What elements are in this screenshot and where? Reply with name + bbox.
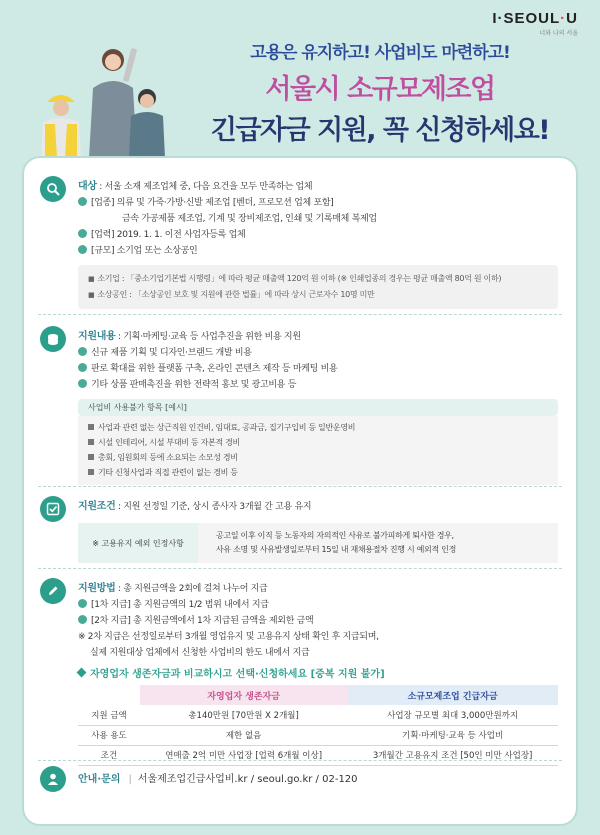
target-heading: 대상 : 서울 소재 제조업체 중, 다음 요건을 모두 만족하는 업체	[78, 181, 313, 192]
target-item: [업종] 의류 및 가죽·가방·신발 제조업 [벤더, 프로모션 업체 포함]	[78, 195, 558, 211]
content-item: 판로 확대를 위한 플랫폼 구축, 온라인 콘텐츠 제작 등 마케팅 비용	[78, 361, 558, 377]
target-item: [업력] 2019. 1. 1. 이전 사업자등록 업체	[78, 227, 558, 243]
target-notes	[78, 265, 558, 309]
exclusion-item: 총회, 임원회의 등에 소요되는 소모성 경비	[88, 450, 548, 465]
table-row: 조건 연매출 2억 미만 사업장 [업력 6개월 이상] 3개월간 고용유지 조건 [50인 미만 사업장]	[78, 745, 558, 765]
bullet-icon	[78, 229, 87, 238]
content-heading: 지원내용 : 기획·마케팅·교육 등 사업추진을 위한 비용 지원	[78, 331, 301, 342]
col-header-survival-fund: 자영업자 생존자금	[140, 685, 347, 705]
exclusion-list	[78, 416, 558, 485]
col-header-emergency-fund: 소규모제조업 긴급자금	[347, 685, 558, 705]
table-row: 지원 금액 총140만원 [70만원 X 2개월] 사업장 규모별 최대 3,000만원까지	[78, 705, 558, 725]
diamond-icon	[77, 668, 87, 678]
bullet-icon	[78, 363, 87, 372]
method-note: 실제 지원대상 업체에서 신청한 사업비의 한도 내에서 지급	[90, 648, 310, 658]
table-row: 사용 용도 제한 없음 기획·마케팅·교육 등 사업비	[78, 725, 558, 745]
note-line: ■ 소기업 : 「중소기업기본법 시행령」에 따라 평균 매출액 120억 원 이하 (※ 인쇄업종의 경우는 평균 매출액 80억 원 이하)	[88, 274, 502, 283]
coins-icon	[40, 326, 66, 352]
divider	[38, 760, 562, 761]
pencil-icon	[40, 578, 66, 604]
divider	[38, 314, 562, 315]
headline	[185, 38, 575, 147]
bullet-icon	[78, 197, 87, 206]
headline-line-1: 고용은 유지하고! 사업비도 마련하고!	[250, 43, 510, 63]
headline-line-2: 서울시 소규모제조업	[265, 74, 495, 105]
condition-heading: 지원조건 : 지원 선정일 기준, 상시 종사자 3개월 간 고용 유지	[78, 501, 312, 512]
condition-exception-label: ※ 고용유지 예외 인정사항	[78, 523, 198, 563]
logo-slogan: 너와 나의 서울	[539, 30, 578, 37]
condition-exception-box	[78, 523, 558, 563]
exclusion-title: 사업비 사용불가 항목 [예시]	[78, 399, 558, 416]
target-item: [규모] 소기업 또는 소상공인	[78, 243, 558, 259]
target-item-cont: 금속 가공제품 제조업, 기계 및 장비제조업, 인쇄 및 기록매체 복제업	[122, 214, 377, 224]
comparison-title: 자영업자 생존자금과 비교하시고 선택·신청하세요 [중복 지원 불가]	[78, 665, 558, 680]
method-item: [2차 지급] 총 지원금액에서 1차 지급된 금액을 제외한 금액	[78, 613, 558, 629]
exclusion-item: 시설 인테리어, 시설 부대비 등 자본적 경비	[88, 435, 548, 450]
logo-mark: I·SEOUL·U	[492, 10, 578, 27]
note-line: ■ 소상공인 : 「소상공인 보호 및 지원에 관한 법률」에 따라 상시 근로자수 10명 미만	[88, 290, 375, 299]
hero-banner	[0, 0, 600, 155]
method-heading: 지원방법 : 총 지원금액을 2회에 걸쳐 나누어 지급	[78, 583, 268, 594]
method-note: ※ 2차 지급은 선정일로부터 3개월 영업유지 및 고용유지 상태 확인 후 지급되며,	[78, 632, 379, 642]
content-item: 신규 제품 기획 및 디자인·브랜드 개발 비용	[78, 345, 558, 361]
search-icon	[40, 176, 66, 202]
divider	[38, 568, 562, 569]
exclusion-item: 기타 신청사업과 직접 관련이 없는 경비 등	[88, 465, 548, 480]
workers-illustration	[35, 40, 170, 158]
method-item: [1차 지급] 총 지원금액의 1/2 범위 내에서 지급	[78, 597, 558, 613]
info-card	[22, 156, 578, 826]
checkbox-icon	[40, 496, 66, 522]
content-item: 기타 상품 판매촉진을 위한 전략적 홍보 및 광고비용 등	[78, 377, 558, 393]
contact-info: 서울제조업긴급사업비.kr / seoul.go.kr / 02-120	[137, 774, 358, 785]
contact-line: 안내·문의 | 서울제조업긴급사업비.kr / seoul.go.kr / 02-120	[78, 774, 358, 785]
exclusion-item: 사업과 관련 없는 상근직원 인건비, 임대료, 공과금, 집기구입비 등 일반운영비	[88, 420, 548, 435]
bullet-icon	[78, 347, 87, 356]
bullet-icon	[78, 379, 87, 388]
person-icon	[40, 766, 66, 792]
condition-exception-text: 공고일 이후 이직 등 노동자의 자의적인 사유로 불가피하게 퇴사한 경우, 사유 소명 및 사유발생일로부터 15일 내 재채용절차 진행 시 예외적 인정	[198, 523, 558, 563]
comparison-table	[78, 685, 558, 766]
divider	[38, 486, 562, 487]
bullet-icon	[78, 599, 87, 608]
bullet-icon	[78, 245, 87, 254]
headline-line-3: 긴급자금 지원, 꼭 신청하세요!	[210, 115, 550, 146]
bullet-icon	[78, 615, 87, 624]
